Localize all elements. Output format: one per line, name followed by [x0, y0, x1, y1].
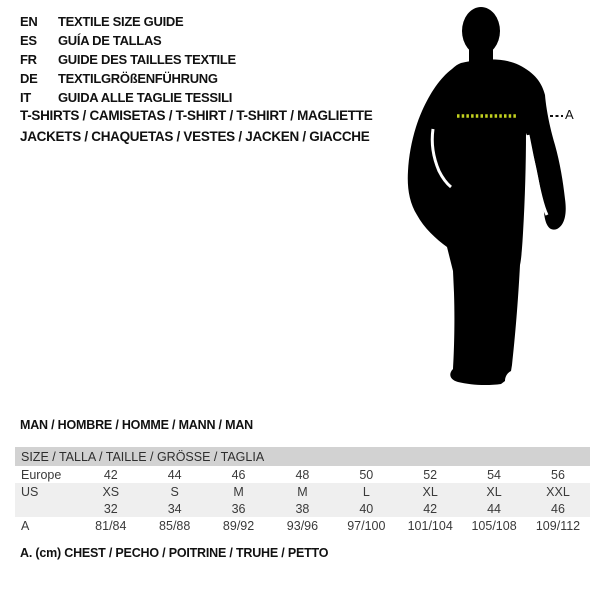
- cell: 89/92: [222, 518, 255, 533]
- row-label: [15, 500, 79, 517]
- cell: S: [143, 483, 207, 500]
- cell: 81/84: [95, 518, 127, 533]
- cell: 101/104: [407, 518, 453, 533]
- cell: 105/108: [471, 518, 517, 533]
- man-silhouette: [395, 5, 580, 390]
- cell: 44: [462, 500, 526, 517]
- language-row: [20, 12, 236, 31]
- language-code: ES: [20, 33, 37, 48]
- language-row: [20, 69, 236, 88]
- cell: M: [271, 483, 335, 500]
- language-title: TEXTILE SIZE GUIDE: [58, 14, 184, 29]
- cell: 50: [359, 467, 374, 482]
- table-row-us: [15, 483, 590, 500]
- cell: 93/96: [286, 518, 319, 533]
- cell: 38: [271, 500, 335, 517]
- cell: M: [207, 483, 271, 500]
- language-code: FR: [20, 52, 37, 67]
- measurement-label-a: A: [565, 107, 574, 122]
- cell: 85/88: [159, 518, 191, 533]
- table-row-europe: [15, 466, 590, 483]
- cell: 34: [143, 500, 207, 517]
- cell: 44: [167, 467, 182, 482]
- language-list: [20, 12, 236, 107]
- size-table: [15, 447, 590, 534]
- man-figure: [395, 5, 595, 390]
- size-table-header: SIZE / TALLA / TAILLE / GRÖSSE / TAGLIA: [15, 447, 590, 466]
- cell: 97/100: [347, 518, 386, 533]
- row-label: Europe: [21, 467, 62, 482]
- cell: 46: [231, 467, 246, 482]
- table-row-numeric: [15, 500, 590, 517]
- table-row-chest-cm: [15, 517, 590, 534]
- cell: XL: [462, 483, 526, 500]
- language-title: GUÍA DE TALLAS: [58, 33, 162, 48]
- size-table-header-row: [15, 447, 590, 466]
- cell: XXL: [526, 483, 590, 500]
- language-code: IT: [20, 90, 31, 105]
- cell: L: [334, 483, 398, 500]
- cell: 42: [103, 467, 118, 482]
- cell: 52: [423, 467, 438, 482]
- cell: 109/112: [535, 518, 581, 533]
- row-label: A: [21, 518, 30, 533]
- language-title: TEXTILGRÖßENFÜHRUNG: [58, 71, 218, 86]
- cell: 36: [207, 500, 271, 517]
- language-code: EN: [20, 14, 38, 29]
- garment-line-tshirts: T-SHIRTS / CAMISETAS / T-SHIRT / T-SHIRT / MAGLIETTE: [20, 108, 373, 123]
- cell: 46: [526, 500, 590, 517]
- cell: 56: [551, 467, 565, 482]
- cell: XS: [79, 483, 143, 500]
- cell: 42: [398, 500, 462, 517]
- cell: XL: [398, 483, 462, 500]
- garment-line-jackets: JACKETS / CHAQUETAS / VESTES / JACKEN / GIACCHE: [20, 129, 370, 144]
- measurement-footnote: A. (cm) CHEST / PECHO / POITRINE / TRUHE / PETTO: [20, 546, 329, 560]
- language-code: DE: [20, 71, 38, 86]
- section-title-man: MAN / HOMBRE / HOMME / MANN / MAN: [20, 418, 253, 432]
- language-title: GUIDA ALLE TAGLIE TESSILI: [58, 90, 233, 105]
- language-row: [20, 31, 236, 50]
- cell: 48: [295, 467, 310, 482]
- cell: 40: [334, 500, 398, 517]
- cell: 54: [487, 467, 502, 482]
- cell: 32: [79, 500, 143, 517]
- language-title: GUIDE DES TAILLES TEXTILE: [58, 52, 236, 67]
- row-label: US: [15, 483, 79, 500]
- language-row: [20, 50, 236, 69]
- garment-types: [20, 105, 372, 147]
